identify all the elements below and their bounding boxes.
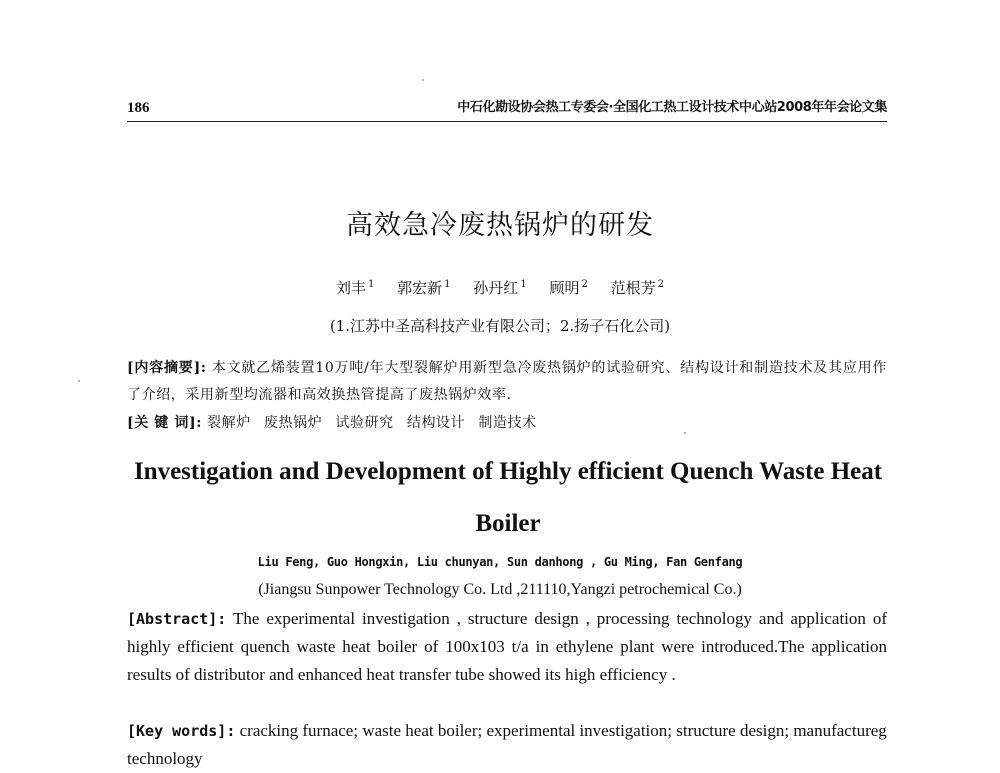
- keywords-zh: [127, 411, 887, 435]
- author-zh: 孙丹红 $^1$: [473, 279, 527, 297]
- scan-speck: [78, 380, 80, 382]
- journal-title: 中石化勘设协会热工专委会·全国化工热工设计技术中心站2008年年会论文集: [457, 100, 887, 115]
- authors-en: Liu Feng, Guo Hongxin, Liu chunyan, Sun danhong , Gu Ming, Fan Genfang: [257, 555, 743, 569]
- abstract-en-text: The experimental investigation , structure design , processing technology and application of highly efficient quench waste heat boiler of 100x103 t/a in ethylene plant were introduced.The application results of distributor and enhanced heat transfer tube showed its high efficiency .: [127, 609, 887, 684]
- authors-zh: [0, 273, 1000, 300]
- keyword-zh: 结构设计: [406, 415, 466, 431]
- abstract-en: [127, 605, 887, 689]
- keyword-zh: 裂解炉: [207, 415, 251, 431]
- page-number: 186: [127, 100, 150, 116]
- abstract-zh-label: [内容摘要]:: [127, 360, 207, 376]
- keyword-zh: 制造技术: [478, 415, 537, 431]
- author-zh: 顾明 $^2$: [549, 279, 588, 297]
- author-zh: 刘丰 $^1$: [335, 279, 375, 297]
- title-en: Investigation and Development of Highly efficient Quench Waste Heat Boiler: [133, 458, 883, 537]
- author-zh: 郭宏新 $^1$: [397, 279, 451, 297]
- abstract-en-label: [Abstract]:: [127, 610, 227, 628]
- keyword-zh: 废热锅炉: [263, 415, 323, 431]
- keyword-zh: 试验研究: [335, 415, 394, 431]
- keywords-en-label: [Key words]:: [127, 722, 236, 740]
- abstract-zh-text: 本文就乙烯装置10万吨/年大型裂解炉用新型急冷废热锅炉的试验研究、结构设计和制造技术及其应用作了介绍，采用新型均流器和高效换热管提高了废热锅炉效率.: [127, 360, 887, 403]
- keywords-zh-label: [关 键 词]:: [127, 415, 202, 431]
- affiliation-zh: (1.江苏中圣高科技产业有限公司；2.扬子石化公司): [329, 317, 671, 335]
- scan-speck: [422, 79, 424, 81]
- title-zh: 高效急冷废热锅炉的研发: [346, 210, 654, 241]
- abstract-zh: [127, 355, 887, 409]
- author-zh: 范根芳 $^2$: [610, 279, 665, 297]
- affiliation-en: (Jiangsu Sunpower Technology Co. Ltd ,211110,Yangzi petrochemical Co.): [258, 581, 742, 598]
- running-header: [127, 99, 887, 122]
- keywords-en-text: cracking furnace; waste heat boiler; experimental investigation; structure design; manufactureg technology: [127, 721, 887, 768]
- keywords-en: [127, 717, 887, 773]
